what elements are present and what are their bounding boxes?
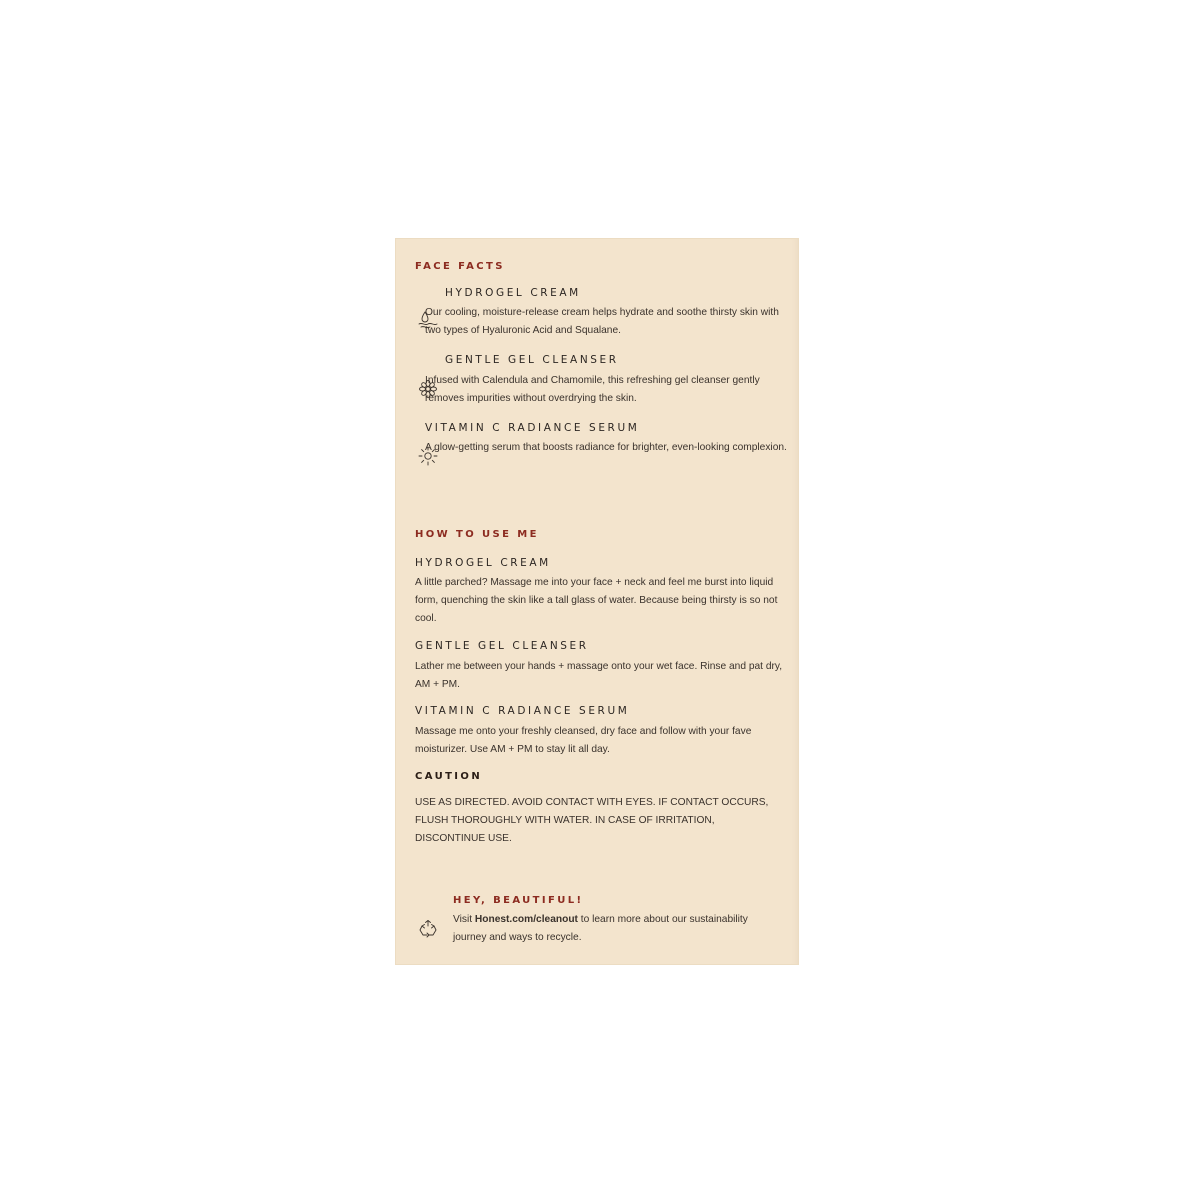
recycle-link[interactable]: Honest.com/cleanout — [474, 914, 578, 925]
face-facts-product-desc-hydrogel: Our cooling, moisture-release cream helps hydrate and soothe thirsty skin with two types of Hyaluronic Acid and Squalane. — [425, 307, 779, 336]
recycle-heading-text: HEY, BEAUTIFUL! — [453, 895, 584, 906]
face-facts-heading — [415, 261, 505, 272]
how-to-use-step-text-hydrogel: A little parched? Massage me into your face + neck and feel me burst into liquid form, quenching the skin like a tall glass of water. Because being thirsty is so not cool. — [415, 577, 778, 624]
recycle-text-after: to learn more about our sustainability journey and ways to recycle. — [453, 914, 748, 943]
how-to-use-heading-text: HOW TO USE ME — [415, 529, 539, 540]
caution-heading: CAUTION — [415, 771, 483, 782]
face-facts-product-name-hydrogel: HYDROGEL CREAM — [445, 287, 581, 299]
how-to-use-step-name-cleanser: GENTLE GEL CLEANSER — [415, 640, 589, 652]
caution-text: USE AS DIRECTED. AVOID CONTACT WITH EYES. IF CONTACT OCCURS, FLUSH THOROUGHLY WITH WATER. IN CASE OF IRRITATION, DISCONTINUE USE. — [415, 797, 769, 844]
recycle-text-before: Visit — [453, 914, 475, 925]
how-to-use-step-name-serum: VITAMIN C RADIANCE SERUM — [415, 705, 630, 717]
face-facts-product-name-cleanser: GENTLE GEL CLEANSER — [445, 354, 619, 366]
face-facts-heading-text: FACE FACTS — [415, 261, 505, 272]
face-facts-product-name-serum: VITAMIN C RADIANCE SERUM — [425, 422, 640, 434]
recycle-text — [453, 911, 783, 947]
how-to-use-step-text-cleanser: Lather me between your hands + massage onto your wet face. Rinse and pat dry, AM + PM. — [415, 661, 783, 690]
how-to-use-heading — [415, 529, 539, 540]
how-to-use-step-text-serum: Massage me onto your freshly cleansed, dry face and follow with your fave moisturizer. Use AM + PM to stay lit all day. — [415, 726, 752, 755]
recycle-icon — [417, 918, 439, 940]
how-to-use-step-name-hydrogel: HYDROGEL CREAM — [415, 557, 551, 569]
product-box-back-panel — [395, 238, 799, 965]
face-facts-product-desc-cleanser: Infused with Calendula and Chamomile, this refreshing gel cleanser gently removes impurities without overdrying the skin. — [425, 375, 760, 404]
recycle-heading — [453, 895, 584, 906]
face-facts-product-desc-serum: A glow-getting serum that boosts radiance for brighter, even-looking complexion. — [425, 442, 787, 453]
